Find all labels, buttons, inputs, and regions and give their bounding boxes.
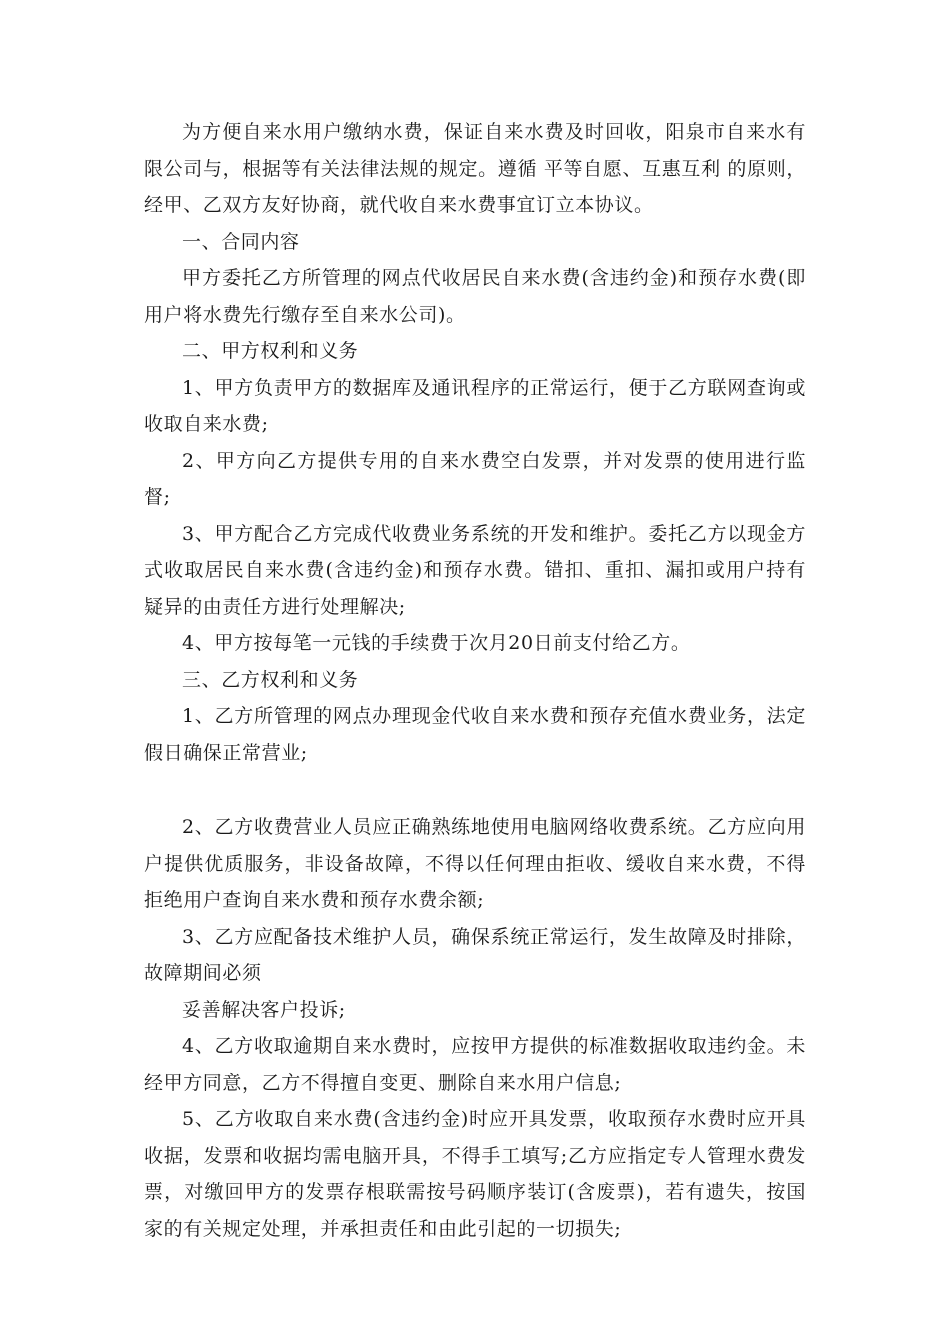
party-a-clause-4: 4、甲方按每笔一元钱的手续费于次月20日前支付给乙方。 — [182, 632, 691, 654]
party-b-clause-1: 1、乙方所管理的网点办理现金代收自来水费和预存充值水费业务，法定假日确保正常营业; — [144, 705, 806, 764]
intro-paragraph: 为方便自来水用户缴纳水费，保证自来水费及时回收，阳泉市自来水有限公司与，根据等有关法律法规的规定。遵循 平等自愿、互惠互利 的原则，经甲、乙双方友好协商，就代收自来水费事宜订立本协议。 — [144, 121, 806, 216]
party-b-clause-3: 3、乙方应配备技术维护人员，确保系统正常运行，发生故障及时排除，故障期间必须 — [144, 925, 806, 984]
party-b-clause-4: 4、乙方收取逾期自来水费时，应按甲方提供的标准数据收取违约金。未经甲方同意，乙方不得擅自变更、删除自来水用户信息; — [144, 1035, 806, 1094]
party-b-clause-2: 2、乙方收费营业人员应正确熟练地使用电脑网络收费系统。乙方应向用户提供优质服务，非设备故障，不得以任何理由拒收、缓收自来水费，不得拒绝用户查询自来水费和预存水费余额; — [144, 816, 806, 911]
party-a-clause-3: 3、甲方配合乙方完成代收费业务系统的开发和维护。委托乙方以现金方式收取居民自来水费(含违约金)和预存水费。错扣、重扣、漏扣或用户持有疑异的由责任方进行处理解决; — [144, 522, 806, 618]
section-heading-party-a: 二、甲方权利和义务 — [182, 340, 359, 362]
party-b-clause-5: 5、乙方收取自来水费(含违约金)时应开具发票，收取预存水费时应开具收据，发票和收据均需电脑开具，不得手工填写;乙方应指定专人管理水费发票，对缴回甲方的发票存根联需按号码顺序装订(含废票)，若有遗失，按国家的有关规定处理，并承担责任和由此引起的一切损失; — [144, 1108, 806, 1240]
document-body — [144, 114, 806, 1247]
paragraph-contract-content: 甲方委托乙方所管理的网点代收居民自来水费(含违约金)和预存水费(即用户将水费先行缴存至自来水公司)。 — [144, 267, 806, 326]
party-a-clause-2: 2、甲方向乙方提供专用的自来水费空白发票，并对发票的使用进行监督; — [144, 449, 806, 508]
paragraph-gap — [144, 771, 806, 809]
party-b-clause-3-continued: 妥善解决客户投诉; — [182, 998, 346, 1021]
section-heading-contract-content: 一、合同内容 — [182, 230, 300, 253]
section-heading-party-b: 三、乙方权利和义务 — [182, 668, 359, 691]
party-a-clause-1: 1、甲方负责甲方的数据库及通讯程序的正常运行，便于乙方联网查询或收取自来水费; — [144, 376, 806, 435]
